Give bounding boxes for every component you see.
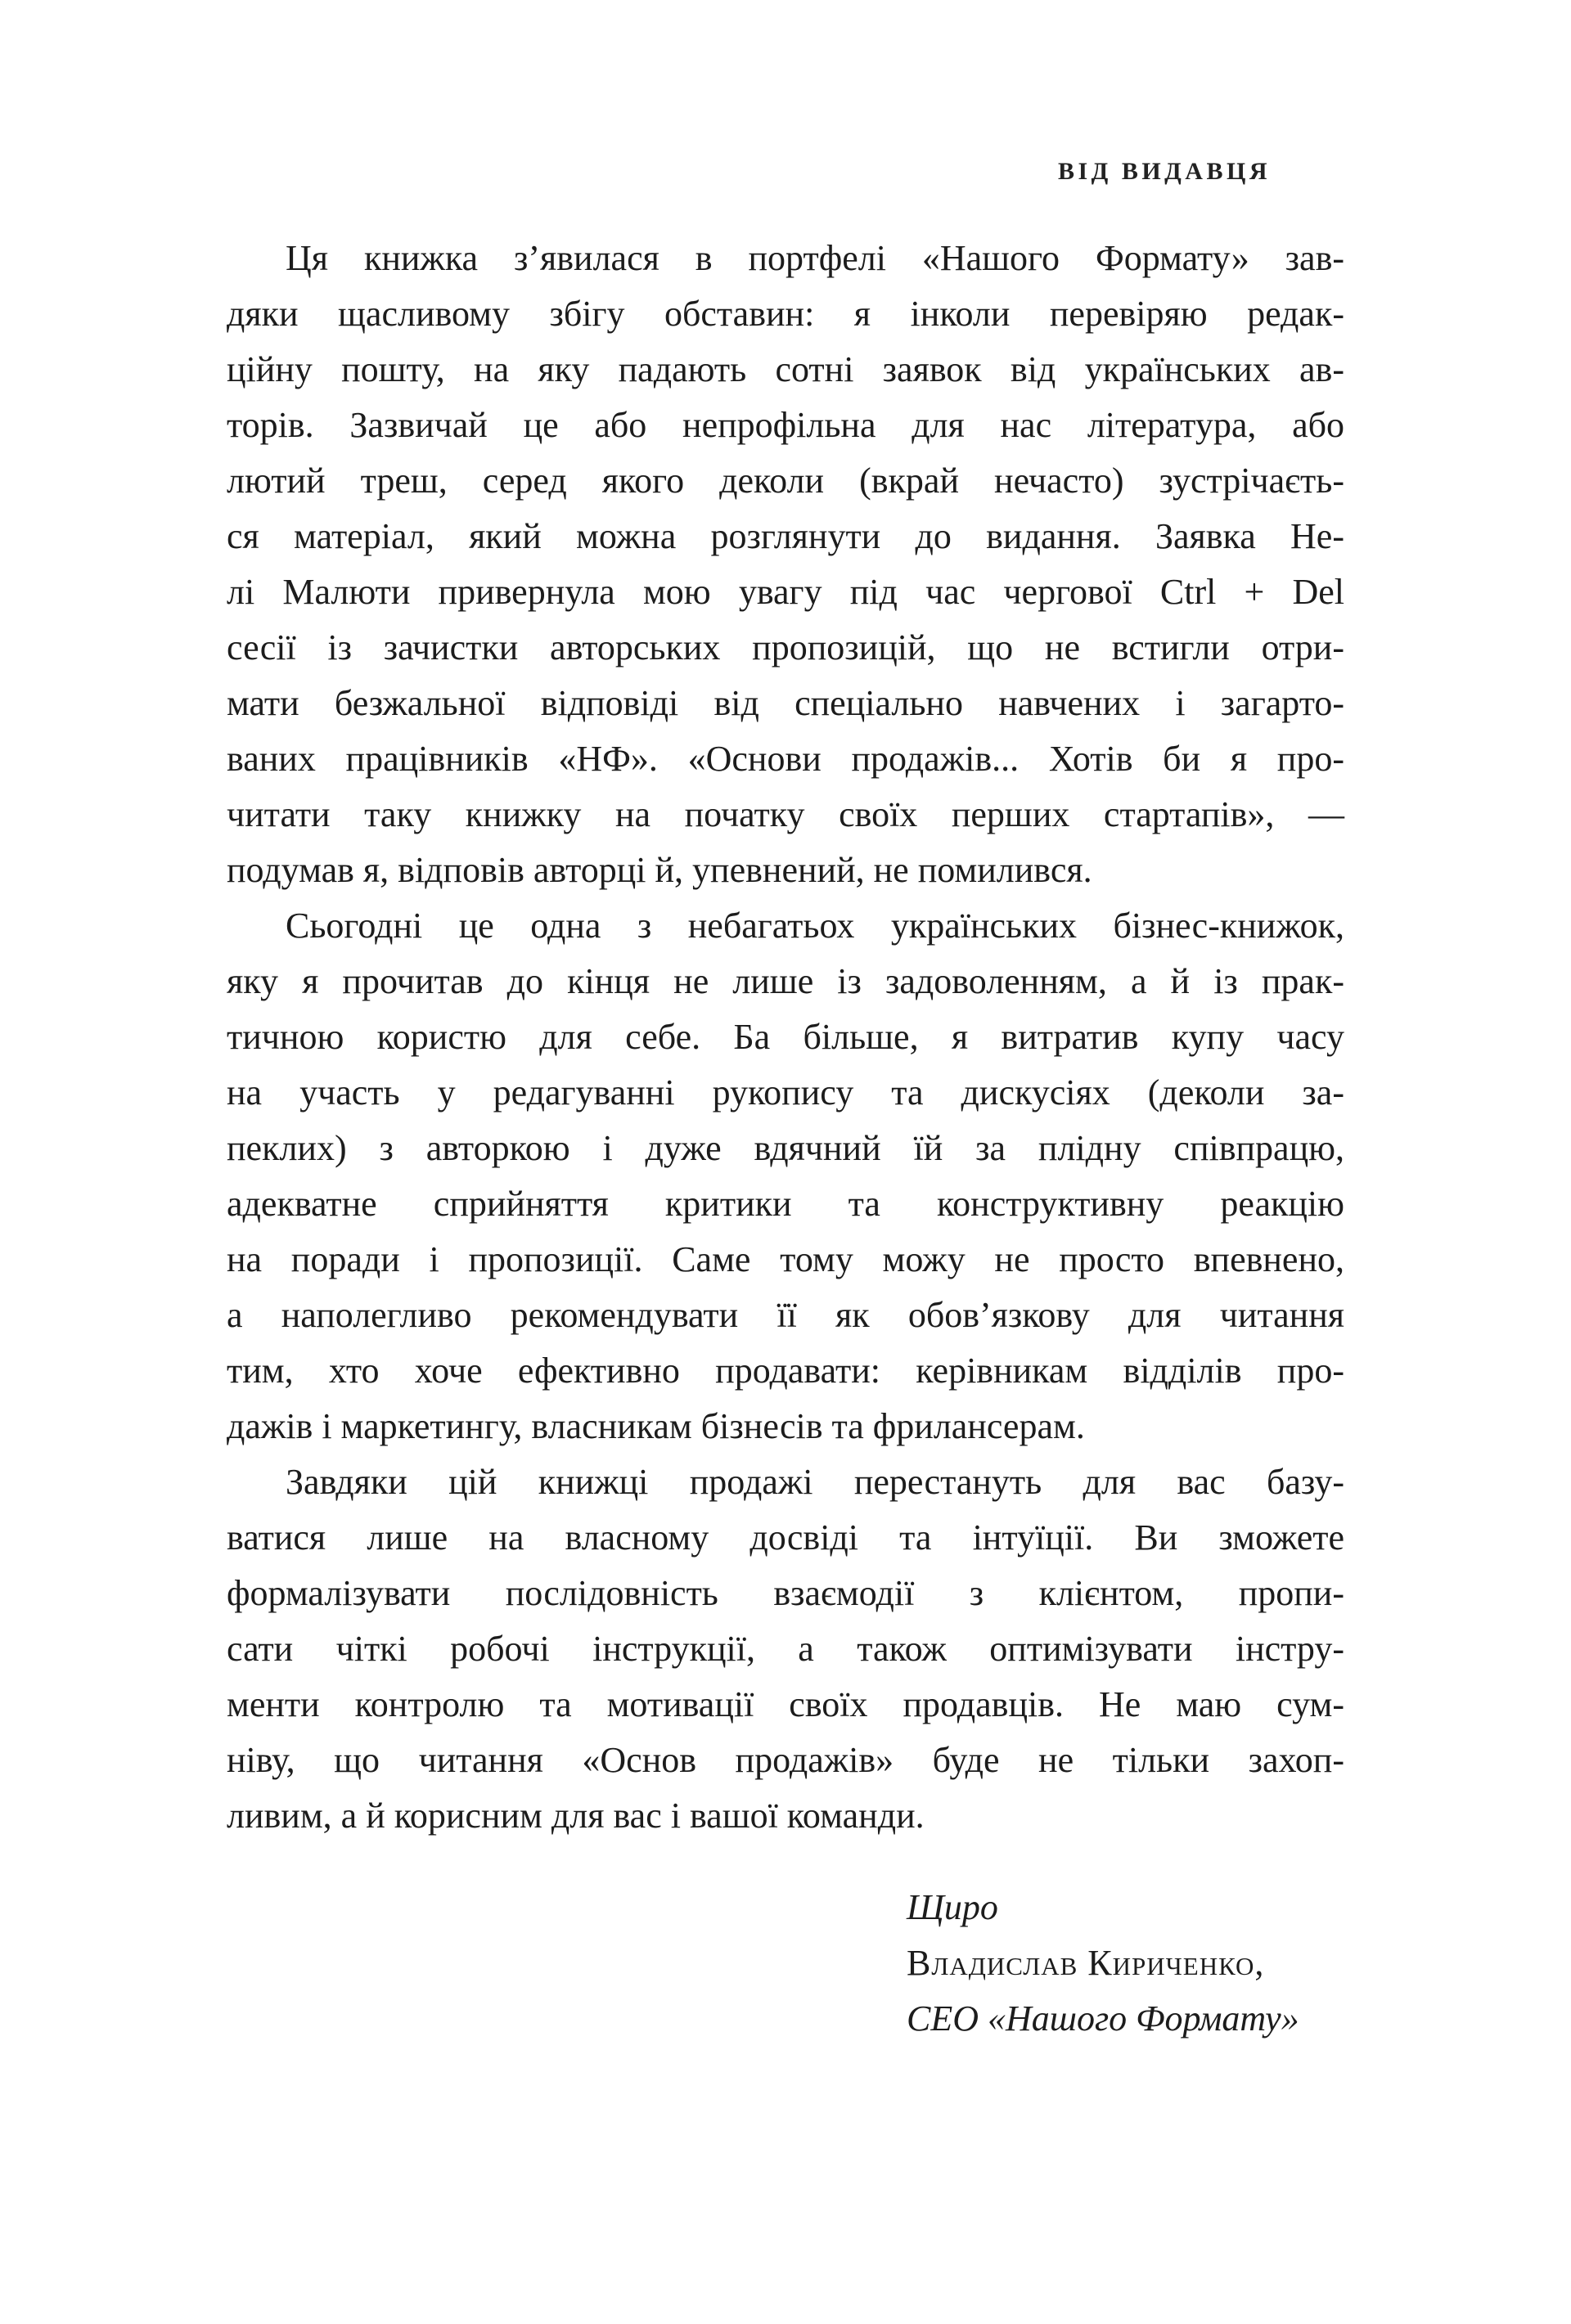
text-line: формалізувати послідовність взаємодії з клієнтом, пропи- — [227, 1573, 1344, 1613]
text-line: тичною користю для себе. Ба більше, я витратив купу часу — [227, 1017, 1344, 1057]
text-line: лютий треш, серед якого деколи (вкрай нечасто) зустрічаєть- — [227, 461, 1344, 501]
signature-salutation: Щиро — [907, 1887, 998, 1927]
body-text — [227, 231, 1344, 1844]
paragraph — [227, 1454, 1344, 1844]
text-line: ватися лише на власному досвіді та інтуїції. Ви зможете — [227, 1517, 1344, 1558]
text-line: пеклих) з авторкою і дуже вдячний їй за плідну співпрацю, — [227, 1128, 1344, 1168]
paragraph — [227, 231, 1344, 898]
text-line: адекватне сприйняття критики та конструктивну реакцію — [227, 1184, 1344, 1224]
text-line: читати таку книжку на початку своїх перших стартапів», — — [227, 794, 1344, 834]
running-header: ВІД ВИДАВЦЯ — [1058, 158, 1271, 185]
text-line: менти контролю та мотивації своїх продавців. Не маю сум- — [227, 1684, 1344, 1724]
text-line: подумав я, відповів авторці й, упевнений, не помилився. — [227, 850, 1092, 890]
text-line: ційну пошту, на яку падають сотні заявок від українських ав- — [227, 349, 1344, 389]
text-line: тим, хто хоче ефективно продавати: керівникам відділів про- — [227, 1351, 1344, 1391]
text-line: ливим, а й корисним для вас і вашої команди. — [227, 1796, 925, 1836]
text-line: на поради і пропозиції. Саме тому можу не просто впевнено, — [227, 1239, 1344, 1279]
text-line: Сьогодні це одна з небагатьох українських бізнес-книжок, — [286, 906, 1344, 946]
text-line: сати чіткі робочі інструкції, а також оптимізувати інстру- — [227, 1629, 1344, 1669]
text-line: а наполегливо рекомендувати її як обов’язкову для читання — [227, 1295, 1344, 1335]
text-line: лі Малюти привернула мою увагу під час чергової Ctrl + Del — [227, 572, 1344, 612]
text-line: Ця книжка з’явилася в портфелі «Нашого Формату» зав- — [286, 238, 1344, 278]
signature-title: СЕО «Нашого Формату» — [907, 1998, 1299, 2039]
text-line: торів. Зазвичай це або непрофільна для нас література, або — [227, 405, 1344, 445]
text-line: сесії із зачистки авторських пропозицій, що не встигли отри- — [227, 627, 1344, 668]
paragraph — [227, 898, 1344, 1454]
signature-name: Владислав Кириченко, — [907, 1943, 1265, 1983]
text-line: дяки щасливому збігу обставин: я інколи перевіряю редак- — [227, 294, 1344, 334]
text-line: ваних працівників «НФ». «Основи продажів... Хотів би я про- — [227, 739, 1344, 779]
text-line: мати безжальної відповіді від спеціально навчених і загарто- — [227, 683, 1344, 723]
text-line: Завдяки цій книжці продажі перестануть для вас базу- — [286, 1462, 1344, 1502]
text-line: ніву, що читання «Основ продажів» буде не тільки захоп- — [227, 1740, 1344, 1780]
text-line: яку я прочитав до кінця не лише із задоволенням, а й із прак- — [227, 961, 1344, 1001]
text-line: дажів і маркетингу, власникам бізнесів та фрилансерам. — [227, 1406, 1085, 1446]
text-line: ся матеріал, який можна розглянути до видання. Заявка Не- — [227, 516, 1344, 556]
signature-block — [907, 1880, 1299, 2047]
text-line: на участь у редагуванні рукопису та дискусіях (деколи за- — [227, 1072, 1344, 1113]
